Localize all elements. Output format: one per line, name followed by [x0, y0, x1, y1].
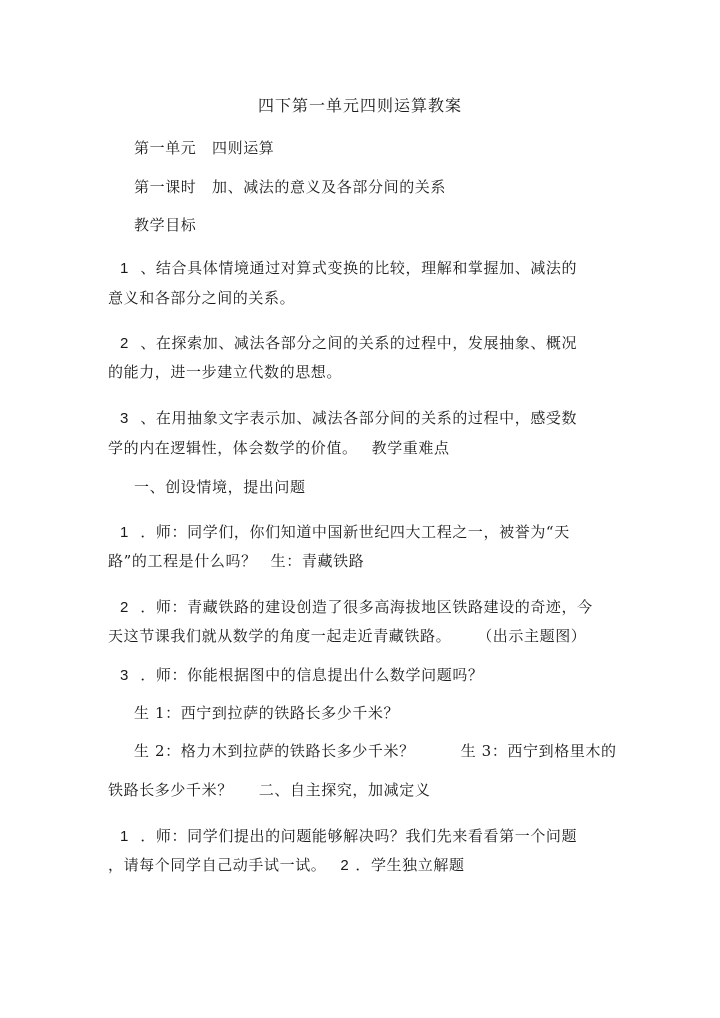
objective-3-number: 3	[120, 410, 129, 427]
objective-3-text: 、在用抽象文字表示加、减法各部分间的关系的过程中，感受数	[140, 409, 578, 427]
section-2-heading: 二、自主探究，加减定义	[258, 781, 431, 799]
key-points-heading: 教学重难点	[371, 439, 450, 457]
student-1-question: 生 1：西宁到拉萨的铁路长多少千米？	[134, 704, 400, 722]
student-2-question: 生 2：格力木到拉萨的铁路长多少千米？	[134, 742, 415, 760]
section-1-heading: 一、创设情境，提出问题	[134, 478, 306, 496]
s1-item-1-number: 1	[120, 524, 129, 541]
s1-item-1-text: ．师：同学们，你们知道中国新世纪四大工程之一，被誉为“天	[140, 523, 570, 541]
student-2-3-line	[134, 741, 617, 761]
objective-1-number: 1	[120, 260, 129, 277]
objective-2-line-2: 的能力，进一步建立代数的思想。	[108, 363, 343, 381]
s2-item-1-text: ．师：同学们提出的问题能够解决吗？我们先来看看第一个问题	[140, 827, 578, 845]
objective-2-number: 2	[120, 335, 129, 352]
objectives-heading: 教学目标	[134, 216, 197, 234]
student-3-question-cont: 铁路长多少千米？	[108, 781, 233, 799]
objective-3-line-2	[108, 438, 450, 458]
objective-2-line-1	[120, 333, 577, 354]
s1-item-2-text: ．师：青藏铁路的建设创造了很多高海拔地区铁路建设的奇迹，今	[140, 598, 593, 616]
objective-3-line-1	[120, 408, 577, 429]
s2-item-1-number: 1	[120, 828, 129, 845]
s1-item-1-answer: 生：青藏铁路	[270, 552, 365, 570]
s1-item-2-line-1	[120, 597, 593, 618]
lesson-heading: 第一课时 加、减法的意义及各部分间的关系	[134, 178, 447, 196]
s2-item-2-number: 2	[340, 857, 350, 874]
s1-item-1-line-2	[108, 551, 364, 571]
s1-item-1-text-cont: 路”的工程是什么吗？	[108, 552, 257, 570]
s1-item-2-line-2	[108, 626, 586, 646]
s2-item-1-line-1	[120, 826, 577, 847]
s1-item-3-line-1	[120, 665, 484, 686]
objective-1-text: 、结合具体情境通过对算式变换的比较，理解和掌握加、减法的	[140, 259, 578, 277]
s2-item-1-line-2	[108, 855, 465, 876]
unit-heading: 第一单元 四则运算	[134, 139, 275, 157]
student-3-and-section-2-line	[108, 780, 430, 800]
objective-1-line-2: 意义和各部分之间的关系。	[108, 289, 296, 307]
s1-item-3-text: ．师：你能根据图中的信息提出什么数学问题吗？	[140, 666, 484, 684]
s1-item-3-number: 3	[120, 667, 129, 684]
objective-3-text-cont: 学的内在逻辑性，体会数学的价值。	[108, 439, 358, 457]
s2-item-1-text-cont: ，请每个同学自己动手试一试。	[108, 856, 327, 874]
objective-2-text: 、在探索加、减法各部分之间的关系的过程中，发展抽象、概况	[140, 334, 578, 352]
s1-item-2-text-cont: 天这节课我们就从数学的角度一起走近青藏铁路。	[108, 627, 452, 645]
s1-item-1-line-1	[120, 522, 570, 543]
s1-item-2-number: 2	[120, 599, 129, 616]
document-title: 四下第一单元四则运算教案	[257, 96, 462, 115]
student-3-question: 生 3：西宁到格里木的	[460, 742, 617, 760]
s2-item-2-text: ．学生独立解题	[355, 856, 465, 874]
s1-item-2-note: （出示主题图）	[477, 627, 587, 645]
objective-1-line-1	[120, 258, 577, 279]
